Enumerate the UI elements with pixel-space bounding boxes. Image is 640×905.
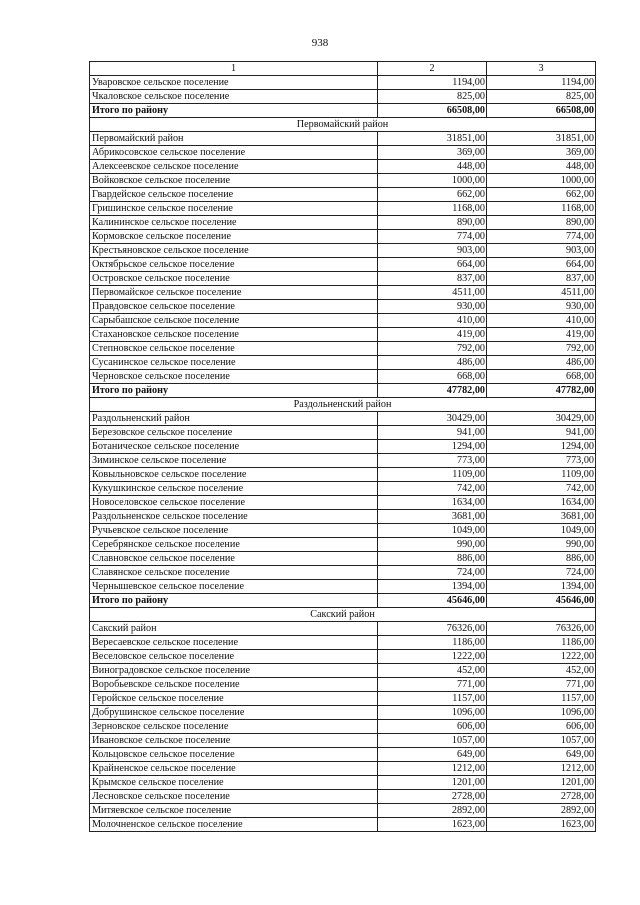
value-col2-cell: 4511,00 (378, 286, 487, 300)
table-row (90, 650, 596, 664)
budget-table (89, 61, 596, 832)
row-name-cell: Крымское сельское поселение (90, 776, 378, 790)
row-name-cell: Зиминское сельское поселение (90, 454, 378, 468)
row-name-cell: Зерновское сельское поселение (90, 720, 378, 734)
table-row (90, 314, 596, 328)
table-row (90, 538, 596, 552)
table-row (90, 440, 596, 454)
value-col3-cell: 792,00 (487, 342, 596, 356)
value-col2-cell: 486,00 (378, 356, 487, 370)
value-col2-cell: 45646,00 (378, 594, 487, 608)
value-col2-cell: 724,00 (378, 566, 487, 580)
row-name-cell: Молочненское сельское поселение (90, 818, 378, 832)
table-row (90, 230, 596, 244)
district-total-row (90, 384, 596, 398)
row-name-cell: Степновское сельское поселение (90, 342, 378, 356)
value-col2-cell: 369,00 (378, 146, 487, 160)
value-col2-cell: 1000,00 (378, 174, 487, 188)
district-total-row (90, 104, 596, 118)
value-col2-cell: 792,00 (378, 342, 487, 356)
value-col3-cell: 886,00 (487, 552, 596, 566)
table-row (90, 272, 596, 286)
column-header: 2 (378, 62, 487, 76)
table-row (90, 636, 596, 650)
table-row (90, 286, 596, 300)
value-col3-cell: 837,00 (487, 272, 596, 286)
row-name-cell: Веселовское сельское поселение (90, 650, 378, 664)
row-name-cell: Серебрянское сельское поселение (90, 538, 378, 552)
value-col3-cell: 1212,00 (487, 762, 596, 776)
table-row (90, 804, 596, 818)
value-col2-cell: 1212,00 (378, 762, 487, 776)
value-col2-cell: 1168,00 (378, 202, 487, 216)
row-name-cell: Геройское сельское поселение (90, 692, 378, 706)
row-name-cell: Уваровское сельское поселение (90, 76, 378, 90)
table-row (90, 510, 596, 524)
value-col2-cell: 1194,00 (378, 76, 487, 90)
table-row (90, 188, 596, 202)
table-row (90, 426, 596, 440)
value-col2-cell: 941,00 (378, 426, 487, 440)
value-col3-cell: 45646,00 (487, 594, 596, 608)
value-col2-cell: 448,00 (378, 160, 487, 174)
value-col2-cell: 1096,00 (378, 706, 487, 720)
value-col3-cell: 1201,00 (487, 776, 596, 790)
district-total-row (90, 594, 596, 608)
row-name-cell: Митяевское сельское поселение (90, 804, 378, 818)
value-col3-cell: 1194,00 (487, 76, 596, 90)
row-name-cell: Воробьевское сельское поселение (90, 678, 378, 692)
row-name-cell: Виноградовское сельское поселение (90, 664, 378, 678)
value-col2-cell: 742,00 (378, 482, 487, 496)
row-name-cell: Сусанинское сельское поселение (90, 356, 378, 370)
value-col3-cell: 2728,00 (487, 790, 596, 804)
value-col3-cell: 369,00 (487, 146, 596, 160)
table-row (90, 370, 596, 384)
value-col3-cell: 1000,00 (487, 174, 596, 188)
table-header-row (90, 62, 596, 76)
value-col3-cell: 606,00 (487, 720, 596, 734)
value-col3-cell: 47782,00 (487, 384, 596, 398)
row-name-cell: Войковское сельское поселение (90, 174, 378, 188)
row-name-cell: Славянское сельское поселение (90, 566, 378, 580)
table-row (90, 748, 596, 762)
value-col3-cell: 76326,00 (487, 622, 596, 636)
row-name-cell: Вересаевское сельское поселение (90, 636, 378, 650)
row-name-cell: Новоселовское сельское поселение (90, 496, 378, 510)
value-col3-cell: 66508,00 (487, 104, 596, 118)
row-name-cell: Итого по району (90, 594, 378, 608)
value-col2-cell: 606,00 (378, 720, 487, 734)
value-col2-cell: 2728,00 (378, 790, 487, 804)
table-row (90, 734, 596, 748)
value-col2-cell: 1294,00 (378, 440, 487, 454)
value-col2-cell: 1634,00 (378, 496, 487, 510)
value-col2-cell: 837,00 (378, 272, 487, 286)
value-col3-cell: 2892,00 (487, 804, 596, 818)
value-col2-cell: 1057,00 (378, 734, 487, 748)
row-name-cell: Ручьевское сельское поселение (90, 524, 378, 538)
table-row (90, 216, 596, 230)
value-col2-cell: 1109,00 (378, 468, 487, 482)
table-row (90, 678, 596, 692)
table-row (90, 790, 596, 804)
table-row (90, 524, 596, 538)
row-name-cell: Ковыльновское сельское поселение (90, 468, 378, 482)
value-col3-cell: 410,00 (487, 314, 596, 328)
table-row (90, 720, 596, 734)
row-name-cell: Правдовское сельское поселение (90, 300, 378, 314)
table-row (90, 202, 596, 216)
value-col2-cell: 825,00 (378, 90, 487, 104)
value-col3-cell: 452,00 (487, 664, 596, 678)
value-col3-cell: 742,00 (487, 482, 596, 496)
value-col2-cell: 649,00 (378, 748, 487, 762)
table-row (90, 496, 596, 510)
value-col3-cell: 1109,00 (487, 468, 596, 482)
table-row (90, 706, 596, 720)
value-col3-cell: 1186,00 (487, 636, 596, 650)
row-name-cell: Итого по району (90, 384, 378, 398)
column-header: 3 (487, 62, 596, 76)
value-col2-cell: 66508,00 (378, 104, 487, 118)
row-name-cell: Славновское сельское поселение (90, 552, 378, 566)
value-col3-cell: 649,00 (487, 748, 596, 762)
value-col3-cell: 1157,00 (487, 692, 596, 706)
row-name-cell: Крестьяновское сельское поселение (90, 244, 378, 258)
value-col3-cell: 773,00 (487, 454, 596, 468)
value-col3-cell: 1222,00 (487, 650, 596, 664)
value-col3-cell: 890,00 (487, 216, 596, 230)
value-col2-cell: 1157,00 (378, 692, 487, 706)
row-name-cell: Абрикосовское сельское поселение (90, 146, 378, 160)
value-col3-cell: 419,00 (487, 328, 596, 342)
row-name-cell: Первомайский район (90, 132, 378, 146)
column-header: 1 (90, 62, 378, 76)
table-row (90, 580, 596, 594)
value-col2-cell: 930,00 (378, 300, 487, 314)
value-col2-cell: 1394,00 (378, 580, 487, 594)
row-name-cell: Ивановское сельское поселение (90, 734, 378, 748)
value-col2-cell: 452,00 (378, 664, 487, 678)
table-row (90, 776, 596, 790)
row-name-cell: Островское сельское поселение (90, 272, 378, 286)
value-col3-cell: 30429,00 (487, 412, 596, 426)
row-name-cell: Черновское сельское поселение (90, 370, 378, 384)
value-col3-cell: 990,00 (487, 538, 596, 552)
table-row (90, 468, 596, 482)
value-col3-cell: 903,00 (487, 244, 596, 258)
value-col2-cell: 76326,00 (378, 622, 487, 636)
value-col3-cell: 1634,00 (487, 496, 596, 510)
value-col3-cell: 31851,00 (487, 132, 596, 146)
value-col2-cell: 1201,00 (378, 776, 487, 790)
row-name-cell: Раздольненское сельское поселение (90, 510, 378, 524)
table-row (90, 552, 596, 566)
row-name-cell: Березовское сельское поселение (90, 426, 378, 440)
value-col2-cell: 1222,00 (378, 650, 487, 664)
table-row (90, 258, 596, 272)
row-name-cell: Чернышевское сельское поселение (90, 580, 378, 594)
row-name-cell: Итого по району (90, 104, 378, 118)
table-row (90, 622, 596, 636)
value-col3-cell: 1168,00 (487, 202, 596, 216)
district-section-row (90, 608, 596, 622)
row-name-cell: Кукушкинское сельское поселение (90, 482, 378, 496)
value-col3-cell: 4511,00 (487, 286, 596, 300)
value-col2-cell: 419,00 (378, 328, 487, 342)
value-col2-cell: 903,00 (378, 244, 487, 258)
value-col3-cell: 941,00 (487, 426, 596, 440)
value-col3-cell: 1057,00 (487, 734, 596, 748)
value-col2-cell: 774,00 (378, 230, 487, 244)
table-row (90, 160, 596, 174)
value-col3-cell: 3681,00 (487, 510, 596, 524)
value-col3-cell: 771,00 (487, 678, 596, 692)
value-col2-cell: 31851,00 (378, 132, 487, 146)
row-name-cell: Чкаловское сельское поселение (90, 90, 378, 104)
value-col2-cell: 30429,00 (378, 412, 487, 426)
value-col3-cell: 486,00 (487, 356, 596, 370)
value-col3-cell: 1049,00 (487, 524, 596, 538)
row-name-cell: Гришинское сельское поселение (90, 202, 378, 216)
table-row (90, 132, 596, 146)
row-name-cell: Первомайское сельское поселение (90, 286, 378, 300)
table-row (90, 174, 596, 188)
district-section-title: Раздольненский район (90, 398, 596, 412)
table-row (90, 692, 596, 706)
value-col3-cell: 662,00 (487, 188, 596, 202)
value-col3-cell: 668,00 (487, 370, 596, 384)
row-name-cell: Кольцовское сельское поселение (90, 748, 378, 762)
table-body (90, 62, 596, 832)
value-col2-cell: 47782,00 (378, 384, 487, 398)
row-name-cell: Сакский район (90, 622, 378, 636)
value-col3-cell: 724,00 (487, 566, 596, 580)
value-col2-cell: 662,00 (378, 188, 487, 202)
row-name-cell: Крайненское сельское поселение (90, 762, 378, 776)
value-col3-cell: 825,00 (487, 90, 596, 104)
table-row (90, 818, 596, 832)
value-col2-cell: 773,00 (378, 454, 487, 468)
row-name-cell: Добрушинское сельское поселение (90, 706, 378, 720)
district-section-row (90, 118, 596, 132)
value-col2-cell: 990,00 (378, 538, 487, 552)
value-col3-cell: 1623,00 (487, 818, 596, 832)
value-col3-cell: 1294,00 (487, 440, 596, 454)
row-name-cell: Алексеевское сельское поселение (90, 160, 378, 174)
value-col2-cell: 2892,00 (378, 804, 487, 818)
table-row (90, 762, 596, 776)
table-row (90, 482, 596, 496)
value-col2-cell: 890,00 (378, 216, 487, 230)
value-col2-cell: 410,00 (378, 314, 487, 328)
table-row (90, 300, 596, 314)
table-row (90, 566, 596, 580)
district-section-title: Первомайский район (90, 118, 596, 132)
value-col2-cell: 1623,00 (378, 818, 487, 832)
value-col2-cell: 1049,00 (378, 524, 487, 538)
value-col3-cell: 1096,00 (487, 706, 596, 720)
table-row (90, 356, 596, 370)
table-row (90, 412, 596, 426)
value-col3-cell: 930,00 (487, 300, 596, 314)
value-col3-cell: 774,00 (487, 230, 596, 244)
district-section-row (90, 398, 596, 412)
row-name-cell: Октябрьское сельское поселение (90, 258, 378, 272)
row-name-cell: Ботаническое сельское поселение (90, 440, 378, 454)
table-row (90, 664, 596, 678)
value-col3-cell: 664,00 (487, 258, 596, 272)
table-row (90, 90, 596, 104)
table-row (90, 76, 596, 90)
table-row (90, 342, 596, 356)
row-name-cell: Лесновское сельское поселение (90, 790, 378, 804)
table-row (90, 146, 596, 160)
row-name-cell: Кормовское сельское поселение (90, 230, 378, 244)
table-row (90, 244, 596, 258)
value-col2-cell: 771,00 (378, 678, 487, 692)
value-col3-cell: 1394,00 (487, 580, 596, 594)
value-col2-cell: 1186,00 (378, 636, 487, 650)
value-col2-cell: 668,00 (378, 370, 487, 384)
row-name-cell: Стахановское сельское поселение (90, 328, 378, 342)
value-col2-cell: 886,00 (378, 552, 487, 566)
value-col2-cell: 664,00 (378, 258, 487, 272)
row-name-cell: Сарыбашское сельское поселение (90, 314, 378, 328)
row-name-cell: Гвардейское сельское поселение (90, 188, 378, 202)
value-col2-cell: 3681,00 (378, 510, 487, 524)
row-name-cell: Калининское сельское поселение (90, 216, 378, 230)
value-col3-cell: 448,00 (487, 160, 596, 174)
table-row (90, 454, 596, 468)
district-section-title: Сакский район (90, 608, 596, 622)
row-name-cell: Раздольненский район (90, 412, 378, 426)
page-number: 938 (311, 37, 329, 49)
table-row (90, 328, 596, 342)
